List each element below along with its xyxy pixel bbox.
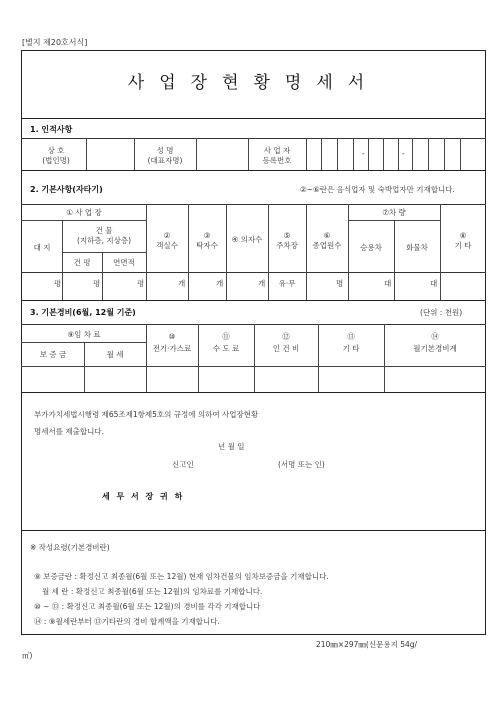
name-field[interactable]	[198, 140, 246, 168]
total-num: ⑭	[431, 332, 439, 341]
divider	[21, 138, 486, 139]
bizno-label: 사 업 자	[263, 146, 291, 155]
unit-chairs: 개	[258, 279, 266, 288]
car-header: 승용차	[360, 243, 382, 252]
building-sub-header: (지하층, 지상층)	[76, 236, 132, 245]
grid-line	[86, 138, 87, 170]
declaration-line1: 부가가치세법시행령 제65조제1항제5호의 규정에 의하여 사업장현황	[34, 410, 259, 419]
floor-area-header: 연면적	[113, 258, 135, 267]
water-num: ⑪	[222, 332, 230, 341]
page-title: 사업장현황명세서	[127, 73, 380, 93]
land-header: 대 지	[33, 243, 51, 252]
trade-name-sub: (법인명)	[42, 156, 70, 165]
name-label: 성 명	[156, 146, 174, 155]
unit-tables: 개	[216, 279, 224, 288]
section3-unit: (단위 : 천원)	[420, 308, 463, 317]
rooms-header: 객실수	[156, 241, 178, 250]
grid-line	[146, 272, 147, 300]
unit-floor: 평	[137, 279, 145, 288]
reporter-label: 신고인	[172, 460, 194, 469]
unit-rooms: 개	[178, 279, 186, 288]
grid-line	[226, 272, 227, 300]
instruction-line: ⑩ ~ ⑬ : 확정신고 최종월(6월 또는 12월)의 경비를 각각 기재합니다	[34, 602, 261, 611]
grid-line	[188, 272, 189, 300]
rent-header: ⑨임 차 료	[67, 330, 101, 339]
divider	[21, 272, 486, 273]
divider	[21, 118, 486, 119]
divider	[21, 392, 486, 393]
staff-header: 종업원수	[312, 241, 342, 250]
grid-line	[62, 252, 146, 253]
tables-num: ③	[203, 231, 211, 240]
etc-num: ⑧	[459, 231, 467, 240]
sign-label: (서명 또는 인)	[278, 460, 325, 469]
etc-header: 기 타	[454, 241, 472, 250]
trade-name-label: 상 호	[47, 146, 65, 155]
declaration-date: 년 월 일	[218, 442, 245, 451]
labor-num: ⑫	[282, 332, 290, 341]
grid-line	[21, 220, 146, 221]
labor-header: 인 건 비	[272, 344, 300, 353]
bizno-sub: 등록번호	[262, 156, 292, 165]
grid-line	[21, 366, 486, 367]
chairs-header: ④ 의자수	[231, 235, 263, 244]
other-header: 기 타	[342, 344, 360, 353]
elec-num: ⑩	[168, 332, 176, 341]
divider	[21, 530, 486, 531]
grid-line	[306, 272, 307, 300]
building-area-header: 건 평	[73, 258, 91, 267]
staff-num: ⑥	[323, 231, 331, 240]
section3-heading: 3. 기본경비(6월, 12월 기준)	[30, 308, 136, 317]
elec-header: 전기·가스료	[152, 344, 192, 353]
instructions-heading: ※ 작성요령(기본경비란)	[30, 543, 110, 552]
grid-line	[102, 272, 103, 300]
parking-header: 주차장	[276, 241, 298, 250]
instruction-line: 월 세 란 : 확정신고 최종월(6월 또는 12월)의 임차료를 기재합니다.	[42, 587, 263, 596]
instruction-line: ⑨ 보증금란 : 확정신고 최종월(6월 또는 12월) 현재 임차건물의 임차보증금을 기재합니다.	[34, 572, 329, 581]
instruction-line: ⑭ : ⑨월세란부터 ⑬기타란의 경비 합계액을 기재합니다.	[34, 617, 220, 626]
divider	[21, 204, 486, 205]
unit-land: 평	[54, 279, 62, 288]
bizno-field[interactable]	[307, 140, 485, 168]
site-header: ① 사 업 장	[66, 208, 102, 217]
declaration-line2: 명세서를 제출합니다.	[34, 427, 104, 436]
unit-car: 대	[384, 279, 392, 288]
unit-truck: 대	[430, 279, 438, 288]
water-header: 수 도 료	[212, 344, 240, 353]
section2-note: ②~⑥란은 음식업자 및 숙박업자만 기재합니다.	[300, 185, 455, 194]
recipient: 세 무 서 장 귀 하	[102, 492, 185, 501]
other-num: ⑬	[347, 332, 355, 341]
section1-heading: 1. 인적사항	[30, 125, 73, 134]
building-header: 건 물	[95, 226, 113, 235]
unit-building: 평	[93, 279, 101, 288]
tables-header: 탁자수	[196, 241, 218, 250]
monthly-header: 월 세	[106, 350, 124, 359]
divider	[21, 170, 486, 171]
deposit-header: 보 증 금	[39, 350, 67, 359]
name-sub: (대표자명)	[147, 156, 183, 165]
grid-line	[394, 272, 395, 300]
trade-name-field[interactable]	[88, 140, 132, 168]
form-number: [별지 제20호서식]	[22, 38, 88, 47]
parking-num: ⑤	[283, 231, 291, 240]
rooms-num: ②	[163, 231, 171, 240]
paper-spec: 210㎜×297㎜(신문용지 54g/	[316, 640, 418, 649]
grid-line	[348, 272, 349, 300]
section2-heading: 2. 기본사항(자타기)	[30, 185, 103, 194]
vehicles-header: ⑦차 량	[382, 208, 406, 217]
paper-spec-unit: ㎡)	[22, 651, 33, 660]
divider	[21, 300, 486, 301]
unit-parking: 유·무	[278, 279, 296, 288]
unit-staff: 명	[336, 279, 344, 288]
grid-line	[440, 272, 441, 300]
grid-line	[196, 138, 197, 170]
bizno-dash: -	[402, 149, 405, 158]
bizno-dash: -	[362, 149, 365, 158]
total-header: 월기본경비계	[413, 344, 457, 353]
grid-line	[62, 272, 63, 300]
truck-header: 화물차	[406, 243, 428, 252]
